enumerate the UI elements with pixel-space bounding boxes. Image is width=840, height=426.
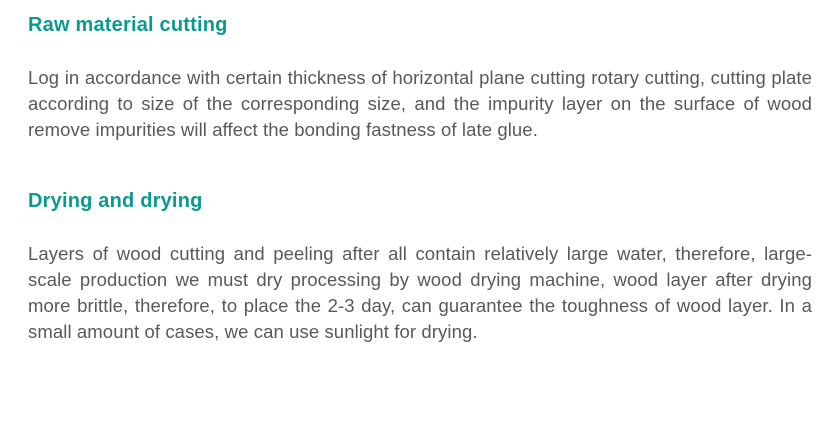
drying-and-drying-paragraph: Layers of wood cutting and peeling after all contain relatively large water, therefore, large-scale production we must dry processing by wood drying machine, wood layer after drying more brittle, therefore, to place the 2-3 day, can guarantee the toughness of wood layer. In a small amount of cases, we can use sunlight for drying. xyxy=(28,243,812,342)
section-drying-and-drying xyxy=(28,189,812,345)
section-raw-material-cutting xyxy=(28,13,812,143)
raw-material-cutting-paragraph: Log in accordance with certain thickness of horizontal plane cutting rotary cutting, cutting plate according to size of the corresponding size, and the impurity layer on the surface of wood remove impurities will affect the bonding fastness of late glue. xyxy=(28,67,812,140)
drying-and-drying-heading: Drying and drying xyxy=(28,190,203,212)
raw-material-cutting-heading: Raw material cutting xyxy=(28,14,228,36)
